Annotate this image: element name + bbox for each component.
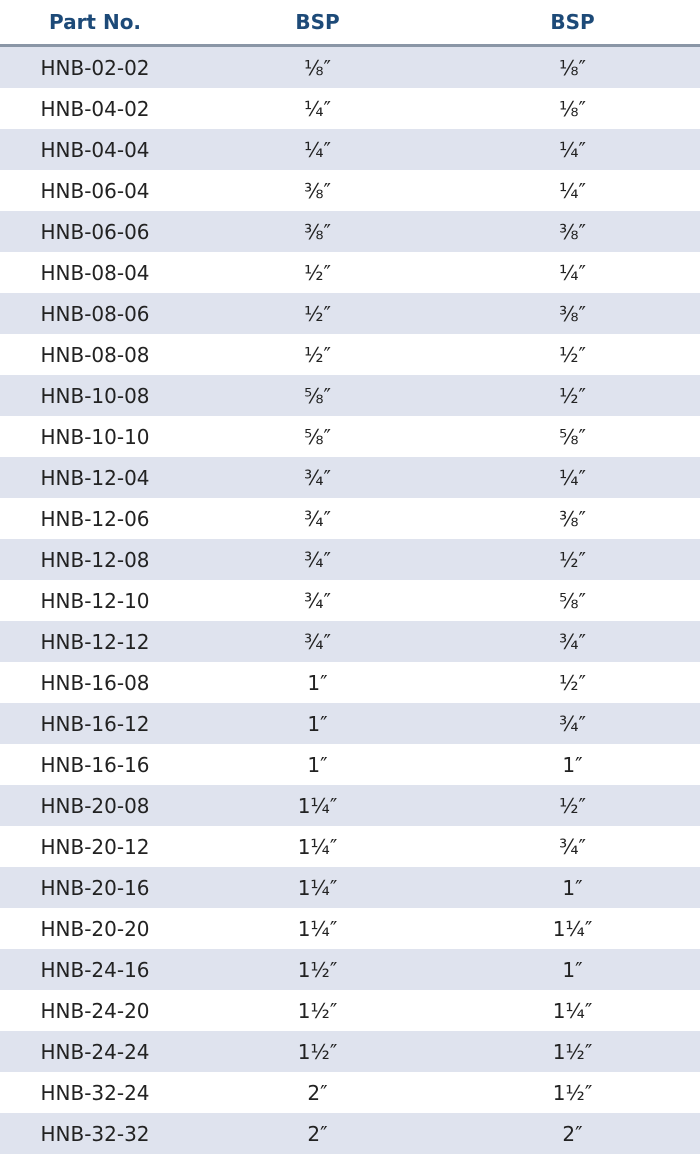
cell-bsp-2: ⅛″ [445, 88, 700, 129]
cell-part-no: HNB-12-08 [0, 539, 190, 580]
cell-part-no: HNB-10-10 [0, 416, 190, 457]
cell-bsp-1: 1¼″ [190, 908, 445, 949]
table-row [0, 416, 700, 457]
cell-bsp-2: ⅜″ [445, 293, 700, 334]
cell-part-no: HNB-04-04 [0, 129, 190, 170]
cell-bsp-1: ¾″ [190, 539, 445, 580]
cell-part-no: HNB-12-10 [0, 580, 190, 621]
cell-bsp-2: ¾″ [445, 621, 700, 662]
cell-bsp-2: ¼″ [445, 252, 700, 293]
cell-part-no: HNB-24-20 [0, 990, 190, 1031]
cell-bsp-2: 2″ [445, 1113, 700, 1154]
cell-bsp-2: ⅛″ [445, 46, 700, 89]
cell-bsp-1: ¼″ [190, 129, 445, 170]
header-part-no: Part No. [0, 0, 190, 46]
cell-bsp-1: ¾″ [190, 498, 445, 539]
cell-bsp-1: ⅛″ [190, 46, 445, 89]
cell-bsp-1: ⅝″ [190, 416, 445, 457]
cell-bsp-1: ¾″ [190, 621, 445, 662]
table-row [0, 744, 700, 785]
cell-bsp-2: 1¼″ [445, 990, 700, 1031]
table-row [0, 826, 700, 867]
table-row [0, 990, 700, 1031]
cell-bsp-1: 2″ [190, 1072, 445, 1113]
cell-bsp-1: ½″ [190, 293, 445, 334]
cell-bsp-1: 1½″ [190, 949, 445, 990]
cell-part-no: HNB-20-20 [0, 908, 190, 949]
cell-bsp-1: 1½″ [190, 1031, 445, 1072]
cell-part-no: HNB-08-04 [0, 252, 190, 293]
table-row [0, 949, 700, 990]
cell-bsp-2: ¼″ [445, 457, 700, 498]
cell-part-no: HNB-20-12 [0, 826, 190, 867]
cell-part-no: HNB-20-08 [0, 785, 190, 826]
cell-bsp-1: ⅝″ [190, 375, 445, 416]
table-row [0, 867, 700, 908]
table-row [0, 621, 700, 662]
cell-bsp-1: ¾″ [190, 580, 445, 621]
header-row [0, 0, 700, 46]
cell-part-no: HNB-16-16 [0, 744, 190, 785]
cell-bsp-2: ⅝″ [445, 580, 700, 621]
cell-part-no: HNB-32-24 [0, 1072, 190, 1113]
table-row [0, 293, 700, 334]
cell-bsp-2: ½″ [445, 785, 700, 826]
cell-bsp-2: ½″ [445, 375, 700, 416]
table-row [0, 375, 700, 416]
table-row [0, 211, 700, 252]
table-row [0, 129, 700, 170]
cell-bsp-1: 1½″ [190, 990, 445, 1031]
table-row [0, 1031, 700, 1072]
table-row [0, 457, 700, 498]
cell-part-no: HNB-06-04 [0, 170, 190, 211]
table-row [0, 539, 700, 580]
cell-part-no: HNB-16-12 [0, 703, 190, 744]
cell-bsp-2: ⅜″ [445, 498, 700, 539]
header-bsp-2: BSP [445, 0, 700, 46]
cell-bsp-2: ½″ [445, 539, 700, 580]
cell-bsp-1: 1″ [190, 703, 445, 744]
cell-bsp-1: ½″ [190, 334, 445, 375]
cell-part-no: HNB-02-02 [0, 46, 190, 89]
cell-bsp-1: 1¼″ [190, 867, 445, 908]
cell-part-no: HNB-24-16 [0, 949, 190, 990]
cell-bsp-1: 1¼″ [190, 826, 445, 867]
table-body [0, 46, 700, 1155]
cell-part-no: HNB-10-08 [0, 375, 190, 416]
cell-part-no: HNB-06-06 [0, 211, 190, 252]
table-row [0, 88, 700, 129]
cell-bsp-2: 1″ [445, 744, 700, 785]
cell-bsp-1: ¼″ [190, 88, 445, 129]
cell-bsp-2: 1¼″ [445, 908, 700, 949]
header-bsp-1: BSP [190, 0, 445, 46]
cell-part-no: HNB-08-06 [0, 293, 190, 334]
table-row [0, 170, 700, 211]
cell-bsp-1: ⅜″ [190, 170, 445, 211]
table-row [0, 703, 700, 744]
cell-bsp-2: ¾″ [445, 826, 700, 867]
cell-part-no: HNB-12-12 [0, 621, 190, 662]
cell-bsp-2: 1½″ [445, 1031, 700, 1072]
table-row [0, 908, 700, 949]
cell-part-no: HNB-16-08 [0, 662, 190, 703]
cell-bsp-1: ¾″ [190, 457, 445, 498]
cell-part-no: HNB-32-32 [0, 1113, 190, 1154]
cell-bsp-2: 1½″ [445, 1072, 700, 1113]
table-row [0, 580, 700, 621]
cell-bsp-2: ⅜″ [445, 211, 700, 252]
cell-bsp-2: ¼″ [445, 170, 700, 211]
cell-bsp-1: ½″ [190, 252, 445, 293]
cell-bsp-2: ½″ [445, 662, 700, 703]
cell-part-no: HNB-12-04 [0, 457, 190, 498]
cell-bsp-1: 1″ [190, 744, 445, 785]
cell-part-no: HNB-04-02 [0, 88, 190, 129]
table-header [0, 0, 700, 46]
table-row [0, 498, 700, 539]
cell-part-no: HNB-12-06 [0, 498, 190, 539]
cell-part-no: HNB-20-16 [0, 867, 190, 908]
cell-bsp-2: ¾″ [445, 703, 700, 744]
table-row [0, 46, 700, 89]
cell-bsp-1: 1¼″ [190, 785, 445, 826]
cell-bsp-2: ⅝″ [445, 416, 700, 457]
table-row [0, 1113, 700, 1154]
table-row [0, 252, 700, 293]
cell-part-no: HNB-08-08 [0, 334, 190, 375]
table-row [0, 662, 700, 703]
cell-bsp-1: 1″ [190, 662, 445, 703]
cell-part-no: HNB-24-24 [0, 1031, 190, 1072]
cell-bsp-2: ¼″ [445, 129, 700, 170]
cell-bsp-2: ½″ [445, 334, 700, 375]
cell-bsp-1: 2″ [190, 1113, 445, 1154]
table-row [0, 1072, 700, 1113]
cell-bsp-2: 1″ [445, 867, 700, 908]
cell-bsp-2: 1″ [445, 949, 700, 990]
table-row [0, 785, 700, 826]
table-row [0, 334, 700, 375]
cell-bsp-1: ⅜″ [190, 211, 445, 252]
